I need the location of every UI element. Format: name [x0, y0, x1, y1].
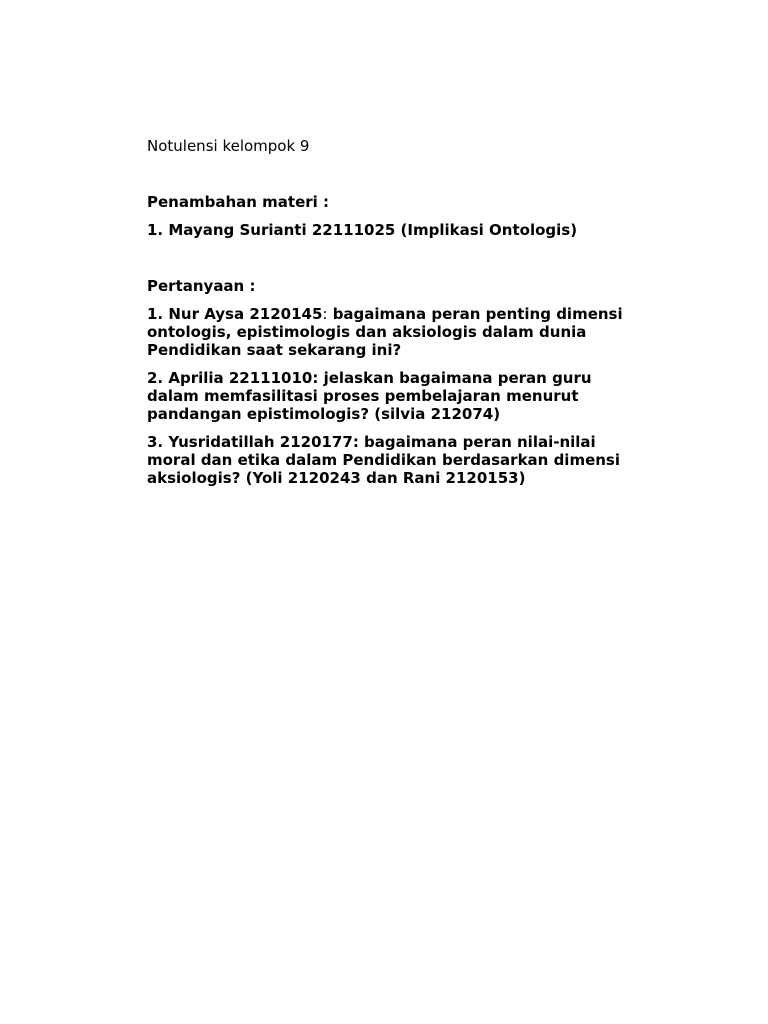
- document-page: [147, 137, 647, 487]
- addition-item: 1. Mayang Surianti 22111025 (Implikasi Ontologis): [147, 221, 578, 239]
- question-separator: :: [312, 369, 319, 387]
- question-asker: 2. Aprilia 22111010: [147, 369, 313, 387]
- question-asker: 1. Nur Aysa 2120145: [147, 305, 323, 323]
- question-asker: 3. Yusridatillah 2120177: [147, 433, 353, 451]
- question-item: [147, 433, 647, 487]
- addition-heading: Penambahan materi :: [147, 193, 330, 211]
- question-item: [147, 369, 647, 423]
- question-text: bagaimana peran nilai-nilai moral dan etika dalam Pendidikan berdasarkan dimensi aksiologis? (Yoli 2120243 dan Rani 2120153): [147, 433, 621, 487]
- question-separator: :: [352, 433, 359, 451]
- question-item: [147, 305, 647, 359]
- question-text: bagaimana peran penting dimensi ontologis, epistimologis dan aksiologis dalam dunia Pendidikan saat sekarang ini?: [147, 305, 623, 359]
- question-text: jelaskan bagaimana peran guru dalam memfasilitasi proses pembelajaran menurut pandangan epistimologis? (silvia 212074): [147, 369, 592, 423]
- question-separator: :: [322, 305, 328, 323]
- questions-heading: Pertanyaan :: [147, 277, 256, 295]
- document-title: Notulensi kelompok 9: [147, 137, 310, 155]
